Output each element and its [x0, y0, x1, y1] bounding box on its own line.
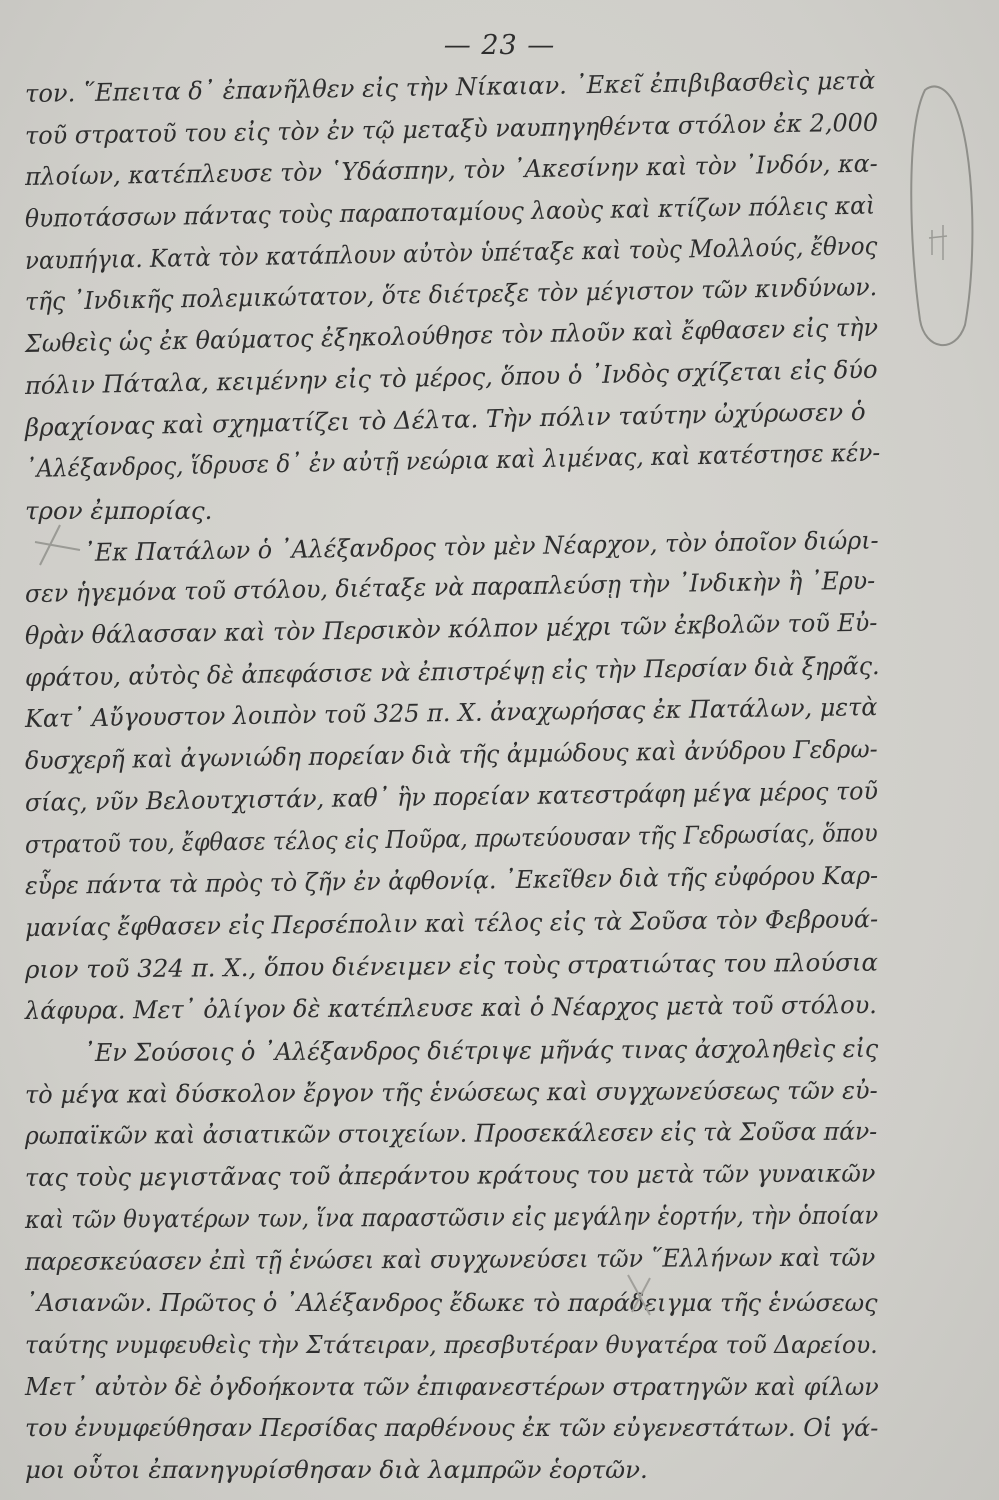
text-line: μανίας ἔφθασεν εἰς Περσέπολιν καὶ τέλος εἰς τὰ Σοῦσα τὸν Φεβρουά- [24, 904, 879, 942]
text-line: καὶ τῶν θυγατέρων των, ἵνα παραστῶσιν εἰς μεγάλην ἑορτήν, τὴν ὁποίαν [24, 1200, 879, 1234]
pencil-sketch-mark [885, 70, 995, 370]
text-line: τῆς ᾽Ινδικῆς πολεμικώτατον, ὅτε διέτρεξε τὸν μέγιστον τῶν κινδύνων. [24, 272, 878, 317]
text-line: τας τοὺς μεγιστᾶνας τοῦ ἀπεράντου κράτους του μετὰ τῶν γυναικῶν [24, 1158, 876, 1193]
text-line: θρὰν θάλασσαν καὶ τὸν Περσικὸν κόλπον μέχρι τῶν ἐκβολῶν τοῦ Εὐ- [24, 607, 878, 651]
text-line: τοῦ στρατοῦ του εἰς τὸν ἐν τῷ μεταξὺ ναυπηγηθέντα στόλον ἐκ 2,000 [24, 107, 879, 150]
text-line: ριον τοῦ 324 π. Χ., ὅπου διένειμεν εἰς τοὺς στρατιώτας του πλούσια [24, 947, 879, 984]
text-line: ναυπήγια. Κατὰ τὸν κατάπλουν αὐτὸν ὑπέταξε καὶ τοὺς Μολλούς, ἔθνος [24, 230, 878, 275]
text-line: τὸ μέγα καὶ δύσκολον ἔργον τῆς ἑνώσεως καὶ συγχωνεύσεως τῶν εὐ- [24, 1075, 878, 1109]
text-line: πλοίων, κατέπλευσε τὸν ῾Υδάσπην, τὸν ᾽Ακεσίνην καὶ τὸν ᾽Ινδόν, κα- [24, 148, 878, 192]
text-line: Μετ᾽ αὐτὸν δὲ ὀγδοήκοντα τῶν ἐπιφανεστέρων στρατηγῶν καὶ φίλων [25, 1371, 879, 1401]
text-line: θυποτάσσων πάντας τοὺς παραποταμίους λαοὺς καὶ κτίζων πόλεις καὶ [24, 190, 876, 234]
text-line: μοι οὗτοι ἐπανηγυρίσθησαν διὰ λαμπρῶν ἑορτῶν. [25, 1455, 648, 1484]
text-line: σεν ἡγεμόνα τοῦ στόλου, διέταξε νὰ παραπλεύσῃ τὴν ᾽Ινδικὴν ἢ ᾽Ερυ- [24, 566, 876, 609]
text-line: ᾽Αλέξανδρος, ἵδρυσε δ᾽ ἐν αὐτῇ νεώρια καὶ λιμένας, καὶ κατέστησε κέν- [24, 437, 881, 484]
text-line: του ἐνυμφεύθησαν Περσίδας παρθένους ἐκ τῶν εὐγενεστάτων. Οἱ γά- [25, 1413, 879, 1443]
text-line: φράτου, αὐτὸς δὲ ἀπεφάσισε νὰ ἐπιστρέψῃ εἰς τὴν Περσίαν διὰ ξηρᾶς. [24, 650, 880, 692]
text-line: ρωπαϊκῶν καὶ ἀσιατικῶν στοιχείων. Προσεκάλεσεν εἰς τὰ Σοῦσα πάν- [24, 1116, 878, 1151]
text-line: στρατοῦ του, ἔφθασε τέλος εἰς Ποῦρα, πρωτεύουσαν τῆς Γεδρωσίας, ὅπου [24, 817, 878, 859]
text-line: τρον ἐμπορίας. [25, 495, 213, 525]
text-line: ᾽Ασιανῶν. Πρῶτος ὁ ᾽Αλέξανδρος ἔδωκε τὸ παράδειγμα τῆς ἑνώσεως [25, 1288, 878, 1318]
text-line: λάφυρα. Μετ᾽ ὀλίγον δὲ κατέπλευσε καὶ ὁ Νέαρχος μετὰ τοῦ στόλου. [24, 990, 877, 1026]
text-line: δυσχερῆ καὶ ἀγωνιώδη πορείαν διὰ τῆς ἀμμώδους καὶ ἀνύδρου Γεδρω- [24, 734, 878, 776]
text-line: βραχίονας καὶ σχηματίζει τὸ Δέλτα. Τὴν πόλιν ταύτην ὠχύρωσεν ὁ [24, 396, 866, 442]
text-line: παρεσκεύασεν ἐπὶ τῇ ἑνώσει καὶ συγχωνεύσει τῶν ῞Ελλήνων καὶ τῶν [24, 1242, 876, 1276]
text-line: ᾽Εκ Πατάλων ὁ ᾽Αλέξανδρος τὸν μὲν Νέαρχον, τὸν ὁποῖον διώρι- [82, 525, 879, 567]
text-line: πόλιν Πάταλα, κειμένην εἰς τὸ μέρος, ὅπου ὁ ᾽Ινδὸς σχίζεται εἰς δύο [24, 354, 878, 400]
text-line: τον. ῞Επειτα δ᾽ ἐπανῆλθεν εἰς τὴν Νίκαιαν. ᾽Εκεῖ ἐπιβιβασθεὶς μετὰ [24, 65, 876, 108]
text-line: ᾽Εν Σούσοις ὁ ᾽Αλέξανδρος διέτριψε μῆνάς τινας ἀσχοληθεὶς εἰς [82, 1033, 879, 1068]
text-line: σίας, νῦν Βελουτχιστάν, καθ᾽ ἣν πορείαν κατεστράφη μέγα μέρος τοῦ [24, 775, 879, 817]
text-line: εὗρε πάντα τὰ πρὸς τὸ ζῆν ἐν ἀφθονίᾳ. ᾽Εκεῖθεν διὰ τῆς εὐφόρου Καρ- [24, 860, 879, 901]
text-line: ταύτης νυμφευθεὶς τὴν Στάτειραν, πρεσβυτέραν θυγατέρα τοῦ Δαρείου. [25, 1329, 878, 1359]
text-line: Κατ᾽ Αὔγουστον λοιπὸν τοῦ 325 π. Χ. ἀναχωρήσας ἐκ Πατάλων, μετὰ [24, 692, 878, 734]
page-number: — 23 — [443, 30, 556, 61]
text-line: Σωθεὶς ὡς ἐκ θαύματος ἐξηκολούθησε τὸν πλοῦν καὶ ἔφθασεν εἰς τὴν [24, 312, 879, 359]
